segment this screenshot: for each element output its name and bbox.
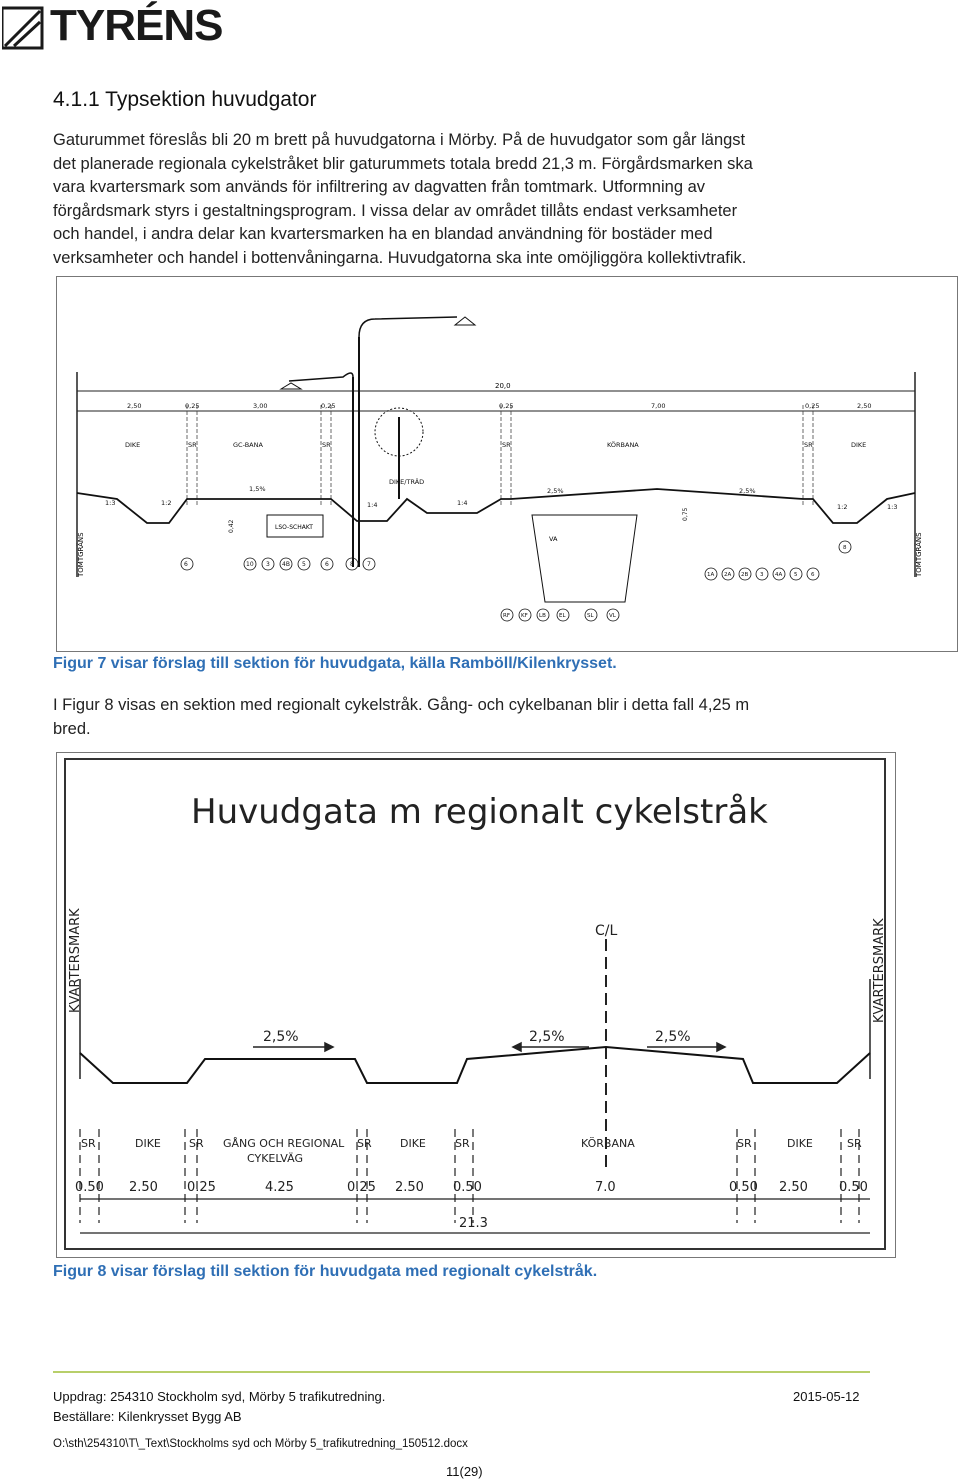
slope-label: 1:3 [887, 503, 898, 511]
dim-label: 7,00 [651, 402, 666, 410]
circle-label: RF [503, 613, 510, 619]
dim-label: 2.50 [779, 1180, 808, 1195]
zone-label: SR [455, 1137, 470, 1150]
zone-label: KÖRBANA [607, 441, 639, 449]
lso-schakt-label: LSO-SCHAKT [275, 524, 313, 531]
zone-label: KÖRBANA [581, 1137, 635, 1150]
dim-label: 0.50 [839, 1180, 868, 1195]
circle-label: 5 [302, 561, 306, 568]
circle-label: 6 [811, 572, 815, 578]
dim-label: 0.25 [187, 1180, 216, 1195]
dim-label: 0,25 [321, 402, 336, 410]
zone-label: DIKE [787, 1137, 813, 1150]
dim-label: 0.50 [729, 1180, 758, 1195]
zone-label: SR [804, 441, 813, 449]
slope-label: 1,5% [249, 485, 266, 493]
dim-label: 2,50 [857, 402, 872, 410]
footer-divider [53, 1371, 870, 1373]
zone-label: SR [737, 1137, 752, 1150]
depth-label: 0,75 [682, 507, 689, 521]
footer-file-path: O:\sth\254310\T\_Text\Stockholms syd och Mörby 5_trafikutredning_150512.docx [53, 1438, 468, 1450]
dim-label: 7.0 [595, 1180, 616, 1195]
slope-label: 1:2 [161, 499, 172, 507]
circle-label: EL [559, 613, 566, 619]
dim-label: 0,25 [805, 402, 820, 410]
page-number: 11(29) [446, 1464, 483, 1479]
dim-label: 0.50 [75, 1180, 104, 1195]
text-line: verksamheter och handel i bottenvåningarna. Huvudgatorna ska inte omöjliggöra kollektivtrafik. [53, 248, 747, 267]
zone-label: SR [357, 1137, 372, 1150]
text-line: I Figur 8 visas en sektion med regionalt cykelstråk. Gång- och cykelbanan blir i detta fall 4,25 m [53, 696, 750, 714]
circle-label: 3 [760, 572, 764, 578]
dim-label: 0.25 [347, 1180, 376, 1195]
circle-label: 6 [325, 561, 329, 568]
total-width-label: 21.3 [459, 1216, 488, 1231]
dim-label: 2,50 [127, 402, 142, 410]
slope-label: 2,5% [655, 1029, 691, 1045]
zone-label: DIKE [400, 1137, 426, 1150]
zone-label: SR [188, 441, 197, 449]
slope-label: 2,5% [739, 487, 756, 495]
text-line: förgårdsmark styrs i gestaltningsprogram. I vissa delar av området tillåts endast verksamheter [53, 201, 738, 220]
slope-label: 2,5% [263, 1029, 299, 1045]
circle-label: 3 [266, 561, 270, 568]
zone-label: SR [322, 441, 331, 449]
zone-label: DIKE [851, 441, 867, 449]
zone-label: CYKELVÄG [247, 1152, 303, 1165]
dim-label: 2.50 [395, 1180, 424, 1195]
footer-date: 2015-05-12 [793, 1389, 860, 1404]
text-line: vara kvartersmark som används för infiltrering av dagvatten från tomtmark. Utformning av [53, 178, 705, 196]
tomtgrans-right-label: TOMTGRÄNS [915, 532, 923, 577]
circle-label: LB [539, 613, 546, 619]
logo-text: TYRÉNS [50, 1, 223, 50]
slope-label: 1:3 [105, 499, 116, 507]
slope-label: 1:2 [837, 503, 848, 511]
circle-label: SL [587, 613, 594, 619]
circle-label: 8 [843, 545, 847, 551]
paragraph-1 [53, 129, 913, 270]
circle-label: 10 [246, 561, 254, 568]
dim-label: 4.25 [265, 1180, 294, 1195]
total-width-label: 20,0 [495, 382, 511, 390]
zone-label: SR [189, 1137, 204, 1150]
circle-label: 4B [282, 561, 290, 568]
zone-label: DIKE [135, 1137, 161, 1150]
center-line-label: C/L [595, 923, 618, 939]
paragraph-2 [53, 694, 913, 741]
tomtgrans-left-label: TOMTGRÄNS [77, 532, 85, 577]
kvartersmark-right: KVARTERSMARK [872, 918, 887, 1023]
dim-label: 0,25 [499, 402, 514, 410]
circle-label: 5 [794, 572, 798, 578]
figure-7-drawing [56, 276, 958, 652]
circle-label: 2B [741, 572, 749, 578]
circle-label: 4A [775, 572, 783, 578]
text-line: Gaturummet föreslås bli 20 m brett på huvudgatorna i Mörby. På de huvudgator som går längst [53, 131, 746, 149]
section-heading: 4.1.1 Typsektion huvudgator [53, 88, 317, 111]
depth-label: 0,42 [228, 519, 235, 533]
text-line: och handel, i andra delar kan kvartersmarken ha en blandad användning för bostäder med [53, 225, 713, 243]
zone-label: SR [502, 441, 511, 449]
figure-8-title: Huvudgata m regionalt cykelstråk [191, 792, 768, 832]
circle-label: KF [521, 613, 528, 619]
circle-label: VL [609, 613, 616, 619]
zone-label: GÅNG OCH REGIONAL [223, 1137, 345, 1150]
circle-label: 7 [367, 561, 371, 568]
figure-7-caption: Figur 7 visar förslag till sektion för huvudgata, källa Ramböll/Kilenkrysset. [53, 655, 617, 672]
dim-label: 2.50 [129, 1180, 158, 1195]
circle-label: 6 [184, 561, 188, 568]
figure-8-caption: Figur 8 visar förslag till sektion för huvudgata med regionalt cykelstråk. [53, 1263, 598, 1280]
dim-label: 0.50 [453, 1180, 482, 1195]
dike-trad-label: DIKE/TRÄD [389, 478, 425, 486]
dim-label: 0,25 [185, 402, 200, 410]
zone-label: SR [847, 1137, 862, 1150]
zone-label: SR [81, 1137, 96, 1150]
va-label: VA [549, 535, 558, 543]
slope-label: 2,5% [529, 1029, 565, 1045]
zone-label: DIKE [125, 441, 141, 449]
figure-8-drawing [56, 752, 896, 1258]
text-line: det planerade regionala cykelstråket blir gaturummets totala bredd 21,3 m. Förgårdsmarken ska [53, 154, 753, 173]
dim-label: 3,00 [253, 402, 268, 410]
footer-uppdrag: Uppdrag: 254310 Stockholm syd, Mörby 5 trafikutredning. [53, 1389, 386, 1404]
circle-label: 8 [350, 561, 354, 568]
text-line: bred. [53, 719, 91, 738]
footer-bestallare: Beställare: Kilenkrysset Bygg AB [53, 1409, 242, 1424]
circle-label: 2A [724, 572, 732, 578]
slope-label: 1:4 [457, 499, 468, 507]
slope-label: 2,5% [547, 487, 564, 495]
kvartersmark-left: KVARTERSMARK [68, 908, 83, 1013]
zone-label: GC-BANA [233, 441, 263, 449]
circle-label: 1A [707, 572, 715, 578]
slope-label: 1:4 [367, 501, 378, 509]
